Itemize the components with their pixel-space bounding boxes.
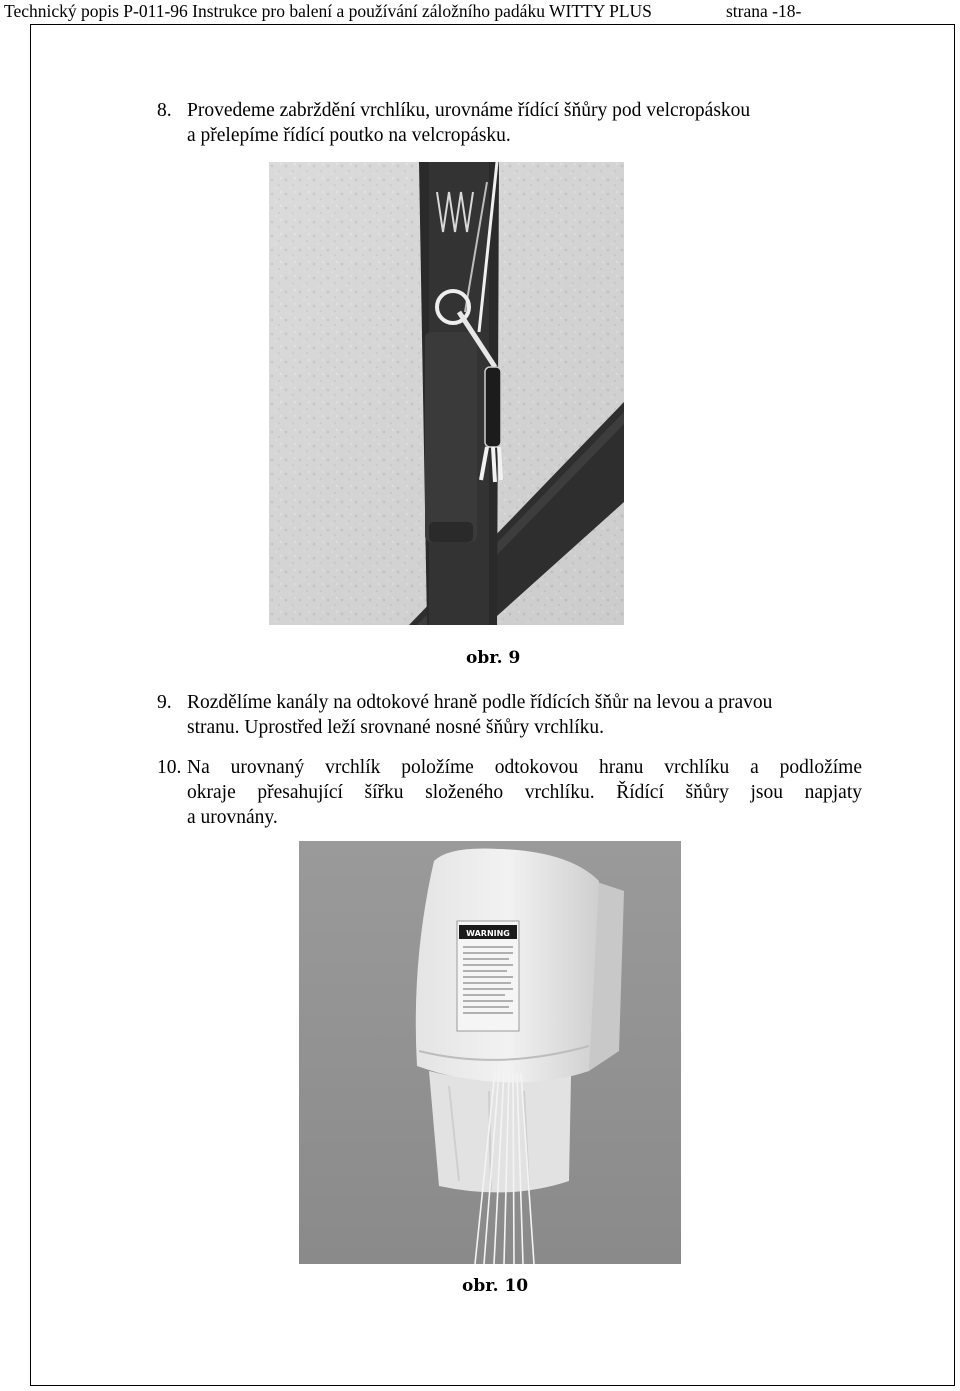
step-number: 10. — [157, 757, 182, 778]
page-number: strana -18- — [726, 1, 802, 21]
step-line: stranu. Uprostřed leží srovnané nosné šňůry vrchlíku. — [187, 717, 604, 738]
figure-10-photo — [299, 841, 681, 1264]
page-header — [4, 0, 802, 22]
step-number: 9. — [157, 692, 172, 713]
figure-9-caption: obr. 9 — [466, 648, 521, 668]
figure-9-photo — [269, 162, 624, 625]
step-line: a urovnány. — [187, 807, 278, 828]
harness-strap-image — [269, 162, 624, 625]
step-line: Provedeme zabrždění vrchlíku, urovnáme řídící šňůry pod velcropáskou — [187, 100, 751, 121]
folded-canopy-image — [299, 841, 681, 1264]
step-line: a přelepíme řídící poutko na velcropásku. — [187, 125, 511, 146]
step-number: 8. — [157, 100, 172, 121]
figure-10-caption: obr. 10 — [462, 1276, 529, 1296]
step-line: Na urovnaný vrchlík položíme odtokovou hranu vrchlíku a podložíme — [187, 757, 862, 778]
warning-label-text: WARNING — [466, 929, 510, 938]
step-line: Rozdělíme kanály na odtokové hraně podle řídících šňůr na levou a pravou — [187, 692, 773, 713]
step-line: okraje přesahující šířku složeného vrchlíku. Řídící šňůry jsou napjaty — [187, 782, 862, 803]
document-title: Technický popis P-011-96 Instrukce pro balení a používání záložního padáku WITTY PLUS — [4, 1, 652, 21]
